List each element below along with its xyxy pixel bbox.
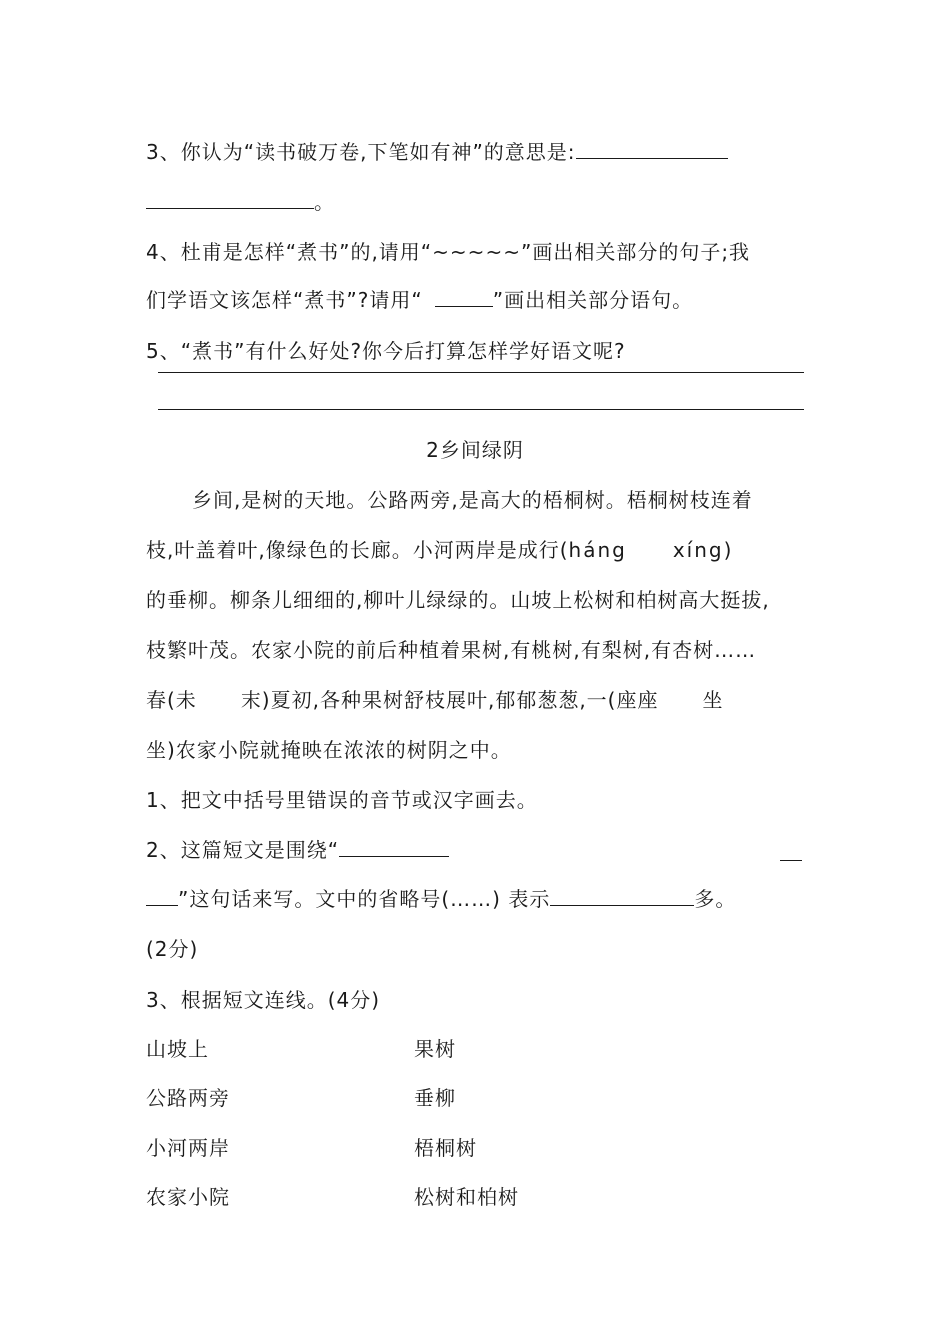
question-3-text: 3、你认为“读书破万卷,下笔如有神”的意思是: (146, 140, 576, 164)
exercise-2-text: 多。 (694, 887, 737, 911)
underline-mark (435, 286, 493, 307)
left-item-3[interactable]: 小河两岸 (146, 1136, 230, 1160)
right-item-2[interactable]: 垂柳 (414, 1086, 456, 1110)
passage-text: 坐 (702, 688, 724, 712)
question-3 (146, 138, 728, 166)
answer-line[interactable] (158, 409, 804, 410)
passage-line-5 (146, 686, 724, 714)
exercise-3: 3、根据短文连线。(4分) (146, 988, 381, 1012)
exercise-2-line-2 (146, 885, 736, 913)
exercise-2-text: 2、这篇短文是围绕“ (146, 838, 340, 862)
question-3-end: 。 (314, 190, 335, 214)
pinyin-option-2: xíng (672, 538, 724, 562)
passage-line-1: 乡间,是树的天地。公路两旁,是高大的梧桐树。梧桐树枝连着 (192, 488, 753, 512)
answer-blank[interactable] (780, 840, 802, 861)
passage-text: 枝,叶盖着叶,像绿色的长廊。小河两岸是成行( (146, 538, 569, 562)
passage-text: 春(未 (146, 688, 197, 712)
answer-blank[interactable] (576, 138, 728, 159)
exercise-2-score: (2分) (146, 937, 199, 961)
passage-line-2 (146, 536, 732, 564)
passage-title: 2乡间绿阴 (426, 438, 524, 462)
left-item-2[interactable]: 公路两旁 (146, 1086, 230, 1110)
question-4-line-2 (146, 286, 693, 314)
passage-line-6: 坐)农家小院就掩映在浓浓的树阴之中。 (146, 738, 512, 762)
right-item-3[interactable]: 梧桐树 (414, 1136, 477, 1160)
pinyin-option-1: háng (568, 538, 627, 562)
left-item-4[interactable]: 农家小院 (146, 1185, 230, 1209)
answer-blank[interactable] (339, 836, 449, 857)
passage-line-3: 的垂柳。柳条儿细细的,柳叶儿绿绿的。山坡上松树和柏树高大挺拔, (146, 588, 770, 612)
answer-blank[interactable] (550, 885, 694, 906)
answer-blank[interactable] (146, 885, 178, 906)
left-item-1[interactable]: 山坡上 (146, 1037, 209, 1061)
answer-line[interactable] (158, 372, 804, 373)
exercise-2-line-1 (146, 836, 449, 864)
answer-blank[interactable] (146, 188, 314, 209)
question-4-line-1: 4、杜甫是怎样“煮书”的,请用“~~~~~”画出相关部分的句子;我 (146, 240, 751, 264)
exercise-1: 1、把文中括号里错误的音节或汉字画去。 (146, 788, 538, 812)
question-4-text-b: ”画出相关部分语句。 (492, 288, 694, 312)
passage-line-4: 枝繁叶茂。农家小院的前后种植着果树,有桃树,有梨树,有杏树…… (146, 638, 757, 662)
passage-text: 末)夏初,各种果树舒枝展叶,郁郁葱葱,一(座座 (240, 688, 659, 712)
right-item-4[interactable]: 松树和柏树 (414, 1185, 519, 1209)
question-5: 5、“煮书”有什么好处?你今后打算怎样学好语文呢? (146, 339, 626, 363)
question-3-continuation (146, 188, 335, 216)
exercise-2-text: ”这句话来写。文中的省略号(……) 表示 (178, 887, 551, 911)
question-4-text-a: 们学语文该怎样“煮书”?请用“ (146, 288, 423, 312)
passage-text: ) (723, 538, 733, 562)
right-item-1[interactable]: 果树 (414, 1037, 456, 1061)
